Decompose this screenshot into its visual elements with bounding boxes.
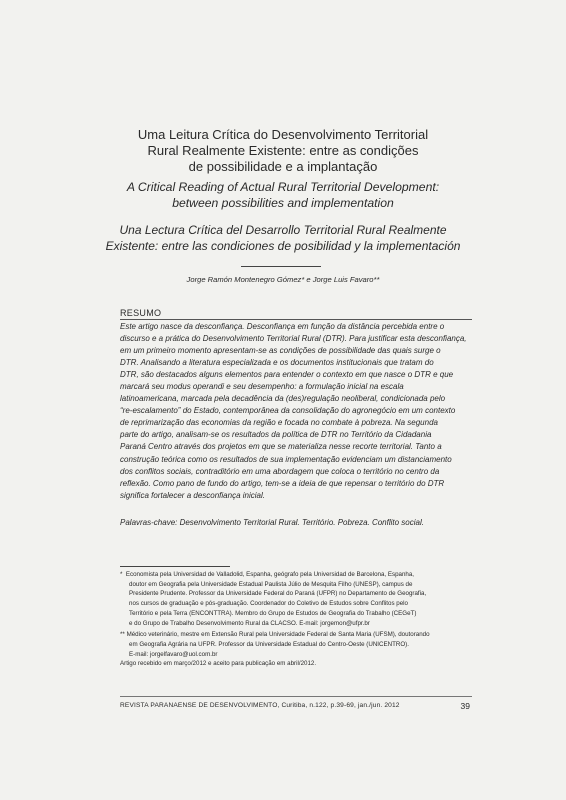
footnote-line: Presidente Prudente. Professor da Universidade Federal do Paraná (UFPR) no Departamento de Geografia, <box>129 590 427 598</box>
title-english <box>60 180 506 211</box>
footnote-marker: * <box>120 571 123 578</box>
abstract-line: de reprimarização das economias da região e focada no combate à pobreza. Na segunda <box>120 418 438 428</box>
keywords: Palavras-chave: Desenvolvimento Territorial Rural. Território. Pobreza. Conflito social. <box>120 518 424 527</box>
abstract-line: construção teórica como os resultados de sua implementação evidenciam um distanciamento <box>120 454 452 464</box>
journal-citation: REVISTA PARANAENSE DE DESENVOLVIMENTO, Curitiba, n.122, p.39-69, jan./jun. 2012 <box>120 702 400 709</box>
title-divider <box>241 266 321 267</box>
title-portuguese <box>60 127 506 175</box>
footnote-author-1 <box>120 570 470 628</box>
abstract-line: em um primeiro momento apresentam-se as condições de possibilidade das quais surge o <box>120 346 441 356</box>
title-en-line: between possibilities and implementation <box>172 195 394 210</box>
footnote-line: Território e pela Terra (ENCONTTRA). Membro do Grupo de Estudos de Geografia do Trabalho (CEGeT) <box>129 609 417 617</box>
title-pt-line: Rural Realmente Existente: entre as condições <box>147 143 419 158</box>
footnotes <box>120 570 470 669</box>
title-es-line: Existente: entre las condiciones de posibilidad y la implementación <box>105 238 461 253</box>
abstract-body <box>120 321 472 502</box>
title-pt-line: Uma Leitura Crítica do Desenvolvimento Territorial <box>137 127 429 142</box>
footnote-marker: ** <box>120 631 125 639</box>
abstract-line: reflexão. Como pano de fundo do artigo, tem-se a ideia de que repensar o território do DTR <box>120 478 445 488</box>
abstract-line: dos conflitos sociais, contraditório em uma abordagem que coloca o território no centro da <box>120 466 440 476</box>
footnote-line: Médico veterinário, mestre em Extensão Rural pela Universidade Federal de Santa Maria (UFSM), doutorando <box>126 631 430 639</box>
abstract-heading: RESUMO <box>120 308 162 318</box>
title-pt-line: de possibilidade e a implantação <box>188 159 378 174</box>
abstract-line: marcará seu modus operandi e seu desempenho: a formulação inicial na escala <box>120 382 404 392</box>
footnote-line: em Geografia Agrária na UFPR. Professor da Universidade Estadual do Centro-Oeste (UNICENTRO). <box>129 640 409 648</box>
received-note: Artigo recebido em março/2012 e aceito para publicação em abril/2012. <box>120 660 317 668</box>
footnote-divider <box>120 566 230 567</box>
footnote-line: E-mail: jorgelfavaro@uol.com.br <box>129 650 218 658</box>
title-spanish <box>60 223 506 254</box>
footnote-author-2 <box>120 630 470 659</box>
title-en-line: A Critical Reading of Actual Rural Territorial Development: <box>126 180 440 194</box>
title-es-line: Una Lectura Crítica del Desarrollo Territorial Rural Realmente <box>119 223 447 237</box>
abstract-line: discurso e a prática do Desenvolvimento Territorial Rural (DTR). Para justificar esta desconfiança, <box>120 334 467 344</box>
abstract-line: significa fortalecer a desconfiança inicial. <box>120 490 265 500</box>
abstract-line: parte do artigo, analisam-se os resultados da política de DTR no Território da Cidadania <box>120 430 432 440</box>
abstract-line: latinoamericana, marcada pela decadência da (des)regulação neoliberal, condicionada pelo <box>120 394 446 404</box>
abstract-divider <box>120 319 472 320</box>
author-line: Jorge Ramón Montenegro Gómez* e Jorge Luis Favaro** <box>186 275 380 284</box>
footnote-line: e do Grupo de Trabalho Desenvolvimento Rural da CLACSO. E-mail: jorgemon@ufpr.br <box>129 619 370 627</box>
page-number: 39 <box>460 701 470 711</box>
footnote-line: nos cursos de graduação e pós-graduação. Coordenador do Coletivo de Estudos sobre Conflitos pelo <box>129 600 408 608</box>
abstract-line: DTR. Analisando a literatura especializada e os documentos institucionais que tratam do <box>120 358 434 368</box>
footer-divider <box>120 696 472 697</box>
footnote-line: doutor em Geografia pela Universidade Estadual Paulista Júlio de Mesquita Filho (UNESP), campus de <box>129 580 413 588</box>
abstract-line: DTR, são destacados alguns elementos para entender o contexto em que nasce o DTR e que <box>120 370 454 380</box>
abstract-line: “re-escalamento” do Estado, contemporânea da consolidação do agronegócio em um contexto <box>120 406 456 416</box>
footnote-line: Economista pela Universidad de Valladolid, Espanha, geógrafo pela Universidad de Barcelona, Espanha, <box>125 571 415 578</box>
abstract-line: Paraná Centro através dos projetos em que se materializa nesse recorte territorial. Tanto a <box>120 442 442 452</box>
abstract-line: Este artigo nasce da desconfiança. Desconfiança em função da distância percebida entre o <box>120 322 445 331</box>
